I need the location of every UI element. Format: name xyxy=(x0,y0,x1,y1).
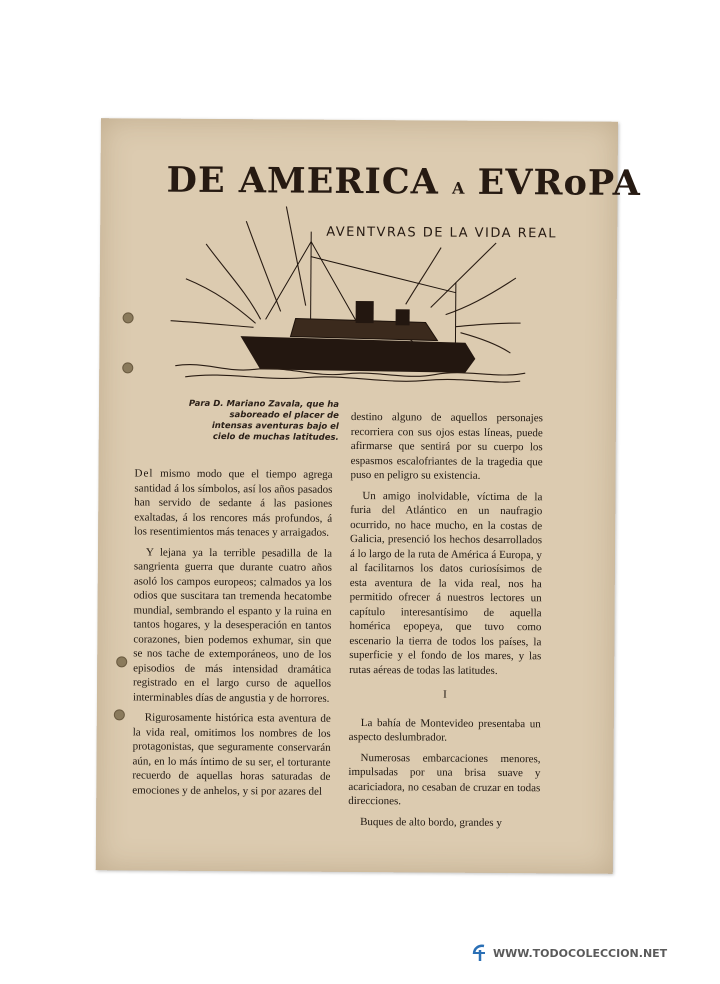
dedication: Para D. Mariano Zavala, que ha saboreado el placer de intensas aventuras bajo el cielo de muchas latitudes. xyxy=(188,398,340,443)
paragraph: destino alguno de aquellos personajes recorriera con sus ojos estas líneas, puede afirmarse que sentirá por su cuerpo los espasmos escalofriantes de la tragedia que puso en peligro su existencia. xyxy=(350,410,543,482)
article-subtitle: AVENTVRAS DE LA VIDA REAL xyxy=(326,224,558,242)
title-connector: A xyxy=(451,178,465,198)
binding-hole xyxy=(114,709,125,720)
paragraph: Y lejana ya la terrible pesadilla de la sangrienta guerra que durante cuatro años asoló los campos europeos; calmados ya los odios que suscitara tan tremenda hecatombe mundial, sembrando el espanto y la ruina en tantos hogares, y la desesperación en tantos corazones, bien podemos exhumar, sin que se nos tache de extemporáneos, uno de los episodios de más intensidad dramática registrado en el largo curso de aquellos interminables días de angustia y de horrores. xyxy=(132,546,333,705)
watermark-text: WWW.TODOCOLECCION.NET xyxy=(493,947,668,960)
watermark xyxy=(493,947,667,960)
left-column xyxy=(132,466,332,804)
document-page xyxy=(96,118,641,874)
paragraph: Numerosas embarcaciones menores, impulsadas por una brisa suave y acariciadora, no cesaban de cruzar en todas direcciones. xyxy=(348,751,541,808)
paragraph: Un amigo inolvidable, víctima de la furia del Atlántico en un naufragio ocurrido, no hace mucho, en la costas de Galicia, presenció los hechos desarrollados á lo largo de la ruta de América á Europa, y al facilitarnos los datos curiosísimos de esta aventura de la vida real, nos ha permitido ofrecer á nuestros lectores un capítulo interesantísimo de aquella homérica epopeya, que tuvo como escenario la tierra de todos los países, la superficie y el fondo de los mares, y las rutas aéreas de todas las latitudes. xyxy=(349,489,543,677)
paragraph-text: mismo modo que el tiempo agrega santidad á los símbolos, así los años pasados han servido de sedante á las pasiones exaltadas, á los rencores más profundos, á los resentimientos más tenaces y arraigados. xyxy=(134,467,333,539)
title-part-2: EVRoPA xyxy=(477,161,641,204)
title-part-1: DE AMERICA xyxy=(166,159,439,203)
article-title xyxy=(166,159,641,204)
binding-hole xyxy=(123,312,134,323)
binding-hole xyxy=(122,362,133,373)
todocoleccion-logo-icon xyxy=(471,942,489,964)
paragraph: La bahía de Montevideo presentaba un aspecto deslumbrador. xyxy=(348,716,541,744)
paragraph-lead: Del xyxy=(134,467,154,480)
section-heading: I xyxy=(443,688,447,701)
paragraph xyxy=(134,466,333,540)
paragraph: Rigurosamente histórica esta aventura de la vida real, omitimos los nombres de los protagonistas, que seguramente conservarán aún, en lo más íntimo de su ser, el torturante recuerdo de aquellas horas saturadas de emociones y de anhelos, y si por azares del xyxy=(132,711,331,798)
binding-hole xyxy=(116,656,127,667)
paragraph: Buques de alto bordo, grandes y xyxy=(360,815,502,829)
right-column xyxy=(348,410,543,836)
